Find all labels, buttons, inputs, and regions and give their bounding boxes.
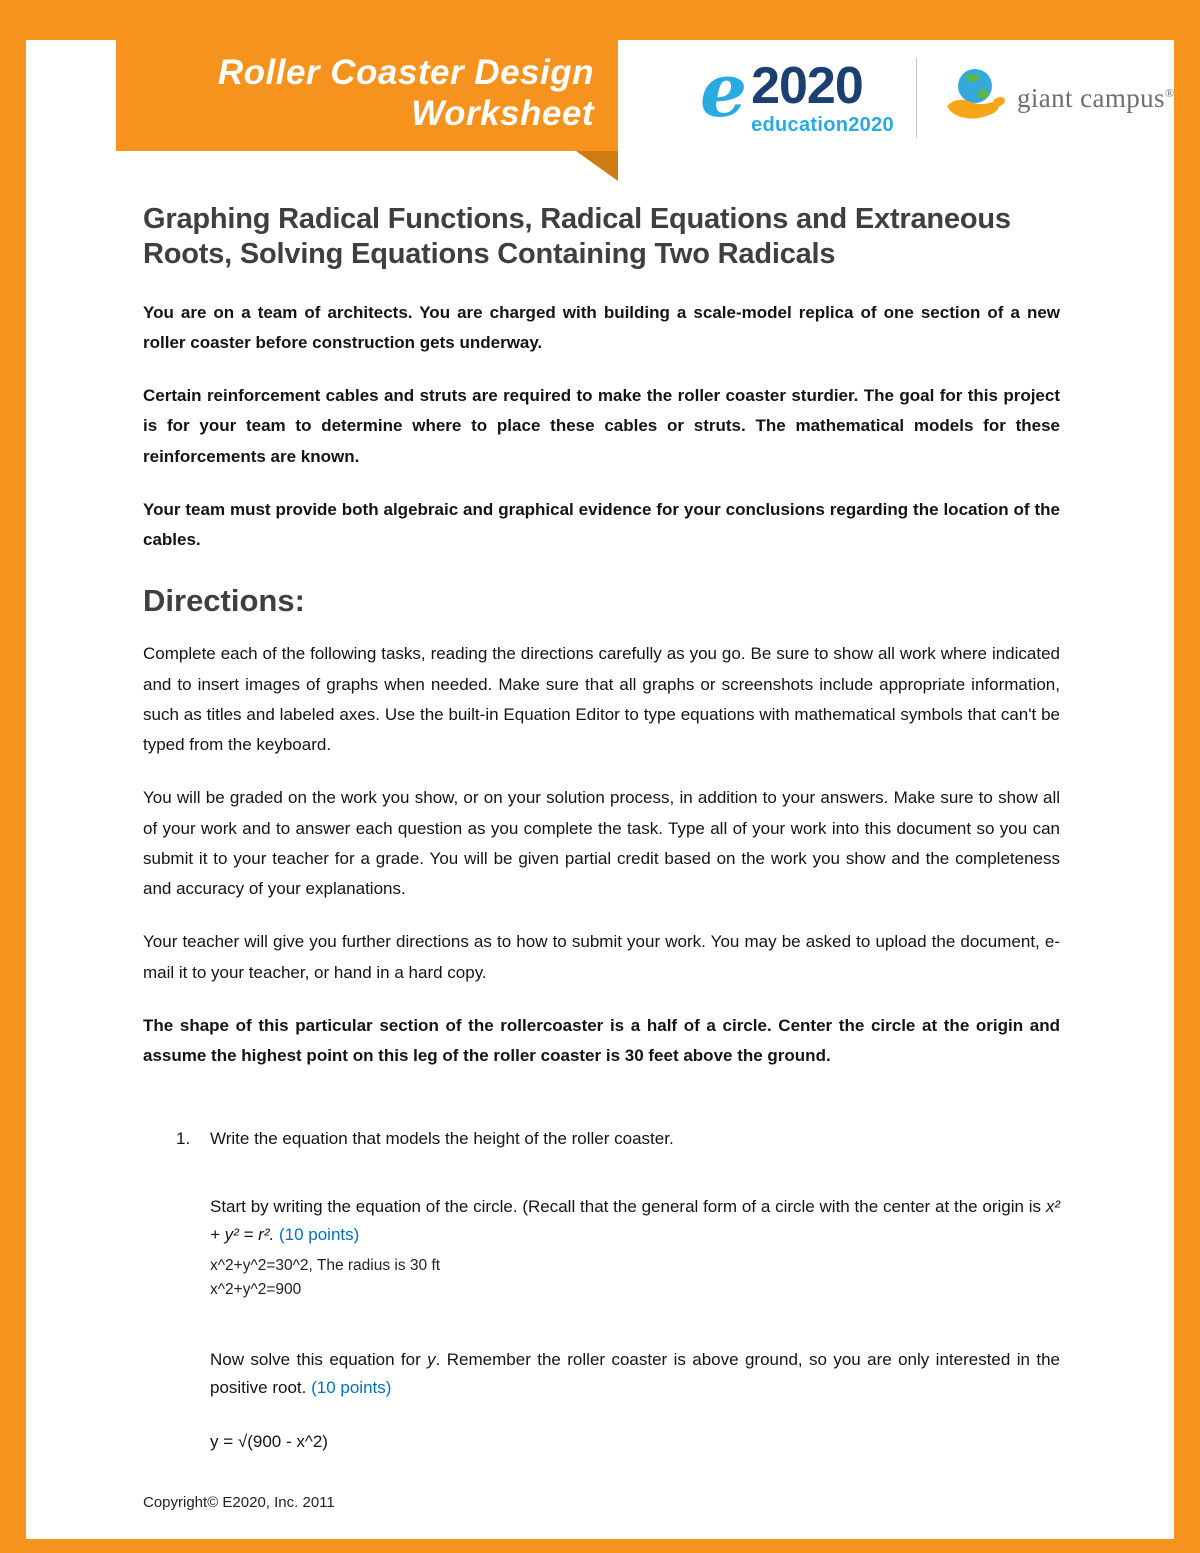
giant-campus-name bbox=[1017, 83, 1175, 114]
title-banner bbox=[116, 40, 618, 151]
student-answer-2: y = √(900 - x^2) bbox=[210, 1431, 328, 1451]
banner-line1: Roller Coaster Design bbox=[217, 53, 594, 92]
bottom-border bbox=[0, 1539, 1200, 1553]
question-1-number: 1. bbox=[176, 1129, 191, 1149]
intro-paragraph-1: You are on a team of architects. You are charged with building a scale-model replica of one section of a new roller coaster before construction gets underway. bbox=[143, 302, 1060, 352]
e2020-subtitle: education2020 bbox=[751, 113, 894, 136]
banner-line2: Worksheet bbox=[411, 94, 594, 134]
step-2-text-post: . Remember the roller coaster is above ground, so you are only interested in the positive root. bbox=[210, 1350, 1060, 1397]
directions-paragraph-1: Complete each of the following tasks, reading the directions carefully as you go. Be sure to show all work where indicated and to insert images of graphs when needed. Make sure that all graphs or screenshots include appropriate information, such as titles and labeled axes. Use the built-in Equation Editor to type equations with mathematical symbols that can't be typed from the keyboard. bbox=[143, 644, 1060, 755]
page-title: Graphing Radical Functions, Radical Equations and Extraneous Roots, Solving Equations Containing Two Radicals bbox=[143, 203, 1011, 270]
circle-equation: x² + y² = r². bbox=[210, 1197, 1060, 1244]
answer-1-line-2: x^2+y^2=900 bbox=[210, 1281, 302, 1299]
directions-paragraph-2: You will be graded on the work you show, or on your solution process, in addition to your answers. Make sure to show all of your work and to answer each question as you complete the task. Type all of your work into this document so you can submit it to your teacher for a grade. You will be given partial credit based on the work you show and the completeness and accuracy of your explanations. bbox=[143, 788, 1060, 899]
logo-divider bbox=[916, 58, 917, 138]
top-border bbox=[0, 0, 1200, 40]
step-2-points: (10 points) bbox=[311, 1377, 392, 1397]
question-1-prompt: Write the equation that models the height of the roller coaster. bbox=[210, 1129, 674, 1149]
intro-paragraph-3: Your team must provide both algebraic and graphical evidence for your conclusions regarding the location of the cables. bbox=[143, 499, 1060, 550]
e2020-logo bbox=[700, 47, 894, 137]
step-1-text: Start by writing the equation of the circle. (Recall that the general form of a circle with the center at the origin is bbox=[210, 1197, 1046, 1217]
student-answer-1 bbox=[210, 1254, 1060, 1302]
giant-campus-text: giant campus bbox=[1016, 82, 1165, 113]
step-1-points: (10 points) bbox=[278, 1224, 360, 1244]
left-border bbox=[0, 0, 26, 1553]
answer-1-line-1: x^2+y^2=30^2, The radius is 30 ft bbox=[210, 1257, 441, 1275]
question-1-step-1 bbox=[210, 1193, 1060, 1248]
scenario-paragraph: The shape of this particular section of the rollercoaster is a half of a circle. Center the circle at the origin and assume the highest point on this leg of the roller coaster is 30 feet above the ground. bbox=[143, 1015, 1060, 1066]
intro-paragraph-2: Certain reinforcement cables and struts are required to make the roller coaster sturdier. The goal for this project is for your team to determine where to place these cables or struts. The mathematical models for these reinforcements are known. bbox=[143, 386, 1060, 466]
question-1 bbox=[176, 1129, 1060, 1149]
globe-hand-icon bbox=[939, 64, 1009, 133]
e2020-number: 2020 bbox=[751, 56, 863, 115]
e2020-text bbox=[751, 56, 894, 137]
giant-campus-logo bbox=[939, 64, 1175, 133]
question-1-step-2 bbox=[210, 1346, 1060, 1401]
step-2-text-pre: Now solve this equation for bbox=[210, 1350, 428, 1370]
giant-campus-reg: ® bbox=[1164, 85, 1175, 100]
directions-heading: Directions: bbox=[143, 583, 305, 619]
copyright-footer: Copyright© E2020, Inc. 2011 bbox=[143, 1494, 335, 1511]
header-logos bbox=[700, 47, 1175, 138]
directions-paragraph-3: Your teacher will give you further directions as to how to submit your work. You may be asked to upload the document, e-mail it to your teacher, or hand in a hard copy. bbox=[143, 932, 1060, 982]
banner-fold bbox=[576, 151, 618, 181]
e2020-e-icon: e bbox=[700, 47, 748, 134]
right-border bbox=[1174, 0, 1200, 1553]
variable-y: y bbox=[427, 1350, 436, 1370]
